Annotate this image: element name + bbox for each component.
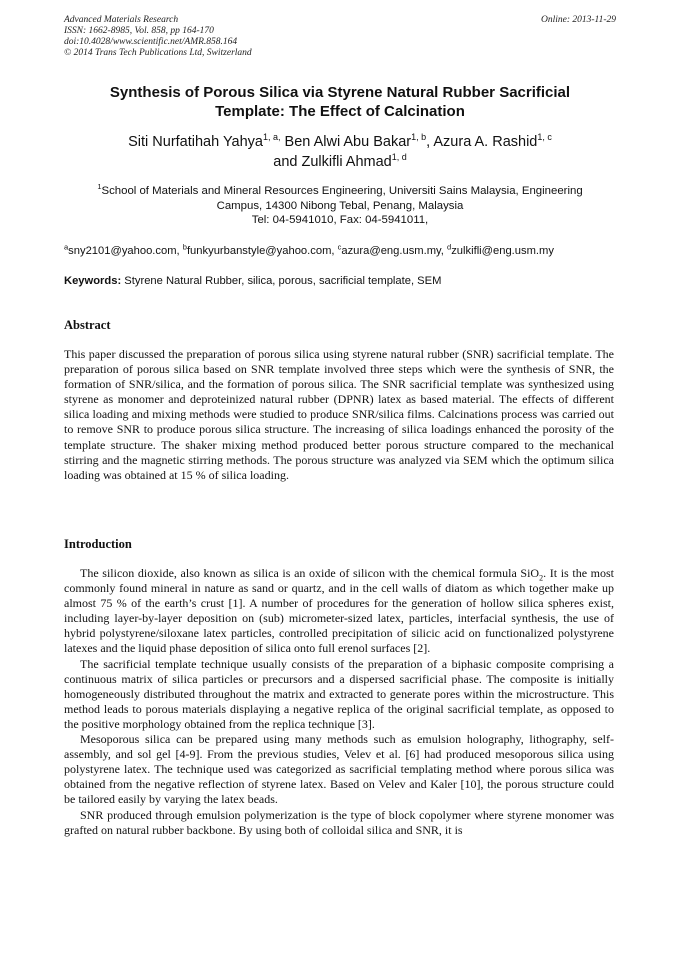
intro-p1-text-cont: . It is the most commonly found mineral in nature as sand or quartz, and in the cell walls of diatom as which together make up almost 75 % of the earth’s crust [1]. A number of procedures for the generation of hollow silica spheres exist, including layer-by-layer deposition on (sub) micrometer-sized latex, particles, interfacial synthesis, the use of hybrid polystyrene/siloxane latex particles, controlled precipitation of silicic acid on functionalized polystyrene latexes and the liquid phase deposition of silica onto full erenol surfaces [2]. <box>64 566 614 656</box>
affiliation-line-1 <box>64 184 616 199</box>
introduction-body <box>64 566 614 838</box>
email-marker: c <box>337 242 342 252</box>
intro-paragraph-2: The sacrificial template technique usually consists of the preparation of a biphasic composite comprising a continuous matrix of silica particles or precursors and a dispersed sacrificial phase. The composite is initially homogeneously distributed throughout the matrix and extracted to generate pores within the microstructure. This method leads to porous materials displaying a negative replica of the original sacrificial template, as opposed to the positive morphology obtained from the replica technique [3]. <box>64 656 614 731</box>
email-address[interactable]: zulkifli@eng.usm.my <box>451 245 554 257</box>
title-line-1: Synthesis of Porous Silica via Styrene Natural Rubber Sacrificial <box>109 84 571 101</box>
affiliation-line-2: Campus, 14300 Nibong Tebal, Penang, Malaysia <box>216 199 464 212</box>
email-marker: a <box>64 242 69 252</box>
online-date: Online: 2013-11-29 <box>540 15 616 25</box>
intro-paragraph-4: SNR produced through emulsion polymerization is the type of block copolymer where styrene monomer was grafted on natural rubber backbone. By using both of colloidal silica and SNR, it is <box>64 807 614 837</box>
affiliation <box>64 184 616 228</box>
affiliation-marker: 1 <box>97 182 102 192</box>
affiliation-contact: Tel: 04-5941010, Fax: 04-5941011, <box>251 214 429 226</box>
author-separator: , <box>426 134 434 150</box>
abstract-heading: Abstract <box>64 318 111 332</box>
author-affil-marker: 1, a, <box>263 132 281 143</box>
author-emails <box>64 244 616 258</box>
keywords-label: Keywords: <box>64 275 122 287</box>
affiliation-text: School of Materials and Mineral Resources Engineering, Universiti Sains Malaysia, Engineering <box>101 185 583 197</box>
author-affil-marker: 1, d <box>391 152 407 163</box>
author-name: Ben Alwi Abu Bakar <box>284 134 412 150</box>
abstract-body <box>64 347 614 483</box>
copyright-line: © 2014 Trans Tech Publications Ltd, Switzerland <box>64 48 252 58</box>
email-address[interactable]: funkyurbanstyle@yahoo.com, <box>186 245 338 257</box>
keywords <box>64 274 616 288</box>
email-address[interactable]: sny2101@yahoo.com, <box>68 245 183 257</box>
author-name: Siti Nurfatihah Yahya <box>128 134 263 150</box>
intro-paragraph-3: Mesoporous silica can be prepared using many methods such as emulsion holography, lithography, self-assembly, and sol gel [4-9]. From the previous studies, Velev et al. [6] had produced mesoporous silica using polystyrene latex. The technique used was categorized as sacrificial templating method where porous silica was obtained from the negative reflection of styrene latex. Based on Velev and Kaler [10], the porous structure could be tailored easily by varying the latex beads. <box>64 732 614 807</box>
author-list <box>64 132 616 172</box>
journal-name: Advanced Materials Research <box>64 15 179 25</box>
introduction-heading: Introduction <box>64 537 132 551</box>
abstract-paragraph: This paper discussed the preparation of porous silica using styrene natural rubber (SNR) sacrificial template. The preparation of porous silica based on SNR template involved three steps which were the synthesis of SNR, the formation of SNR/silica, and the formation of porous silica. The SNR sacrificial template was synthesized using styrene as monomer and deproteinized natural rubber (DPNR) latex as based material. The effects of different silica loading and mixing methods were studied to produce SNR/silica films. Calcinations process was carried out to remove SNR to produce porous silica structure. The increasing of silica loadings enhanced the porosity of the template structure. The shaker mixing method produced better porous structure compared to the mechanical stirring and the magnetic stirring methods. The porous structure was analyzed via SEM which the optimum silica loading was obtained at 15 % of silica loading. <box>64 347 614 482</box>
email-address[interactable]: azura@eng.usm.my, <box>341 245 448 257</box>
authors-line-2 <box>64 152 616 172</box>
intro-paragraph-1 <box>64 566 614 657</box>
paper-title <box>64 83 616 121</box>
title-line-2: Template: The Effect of Calcination <box>215 103 465 120</box>
author-affil-marker: 1, c <box>537 132 552 143</box>
authors-line-1 <box>64 132 616 152</box>
author-name: and Zulkifli Ahmad <box>273 154 392 170</box>
chem-subscript: 2 <box>539 573 544 583</box>
doi-line: doi:10.4028/www.scientific.net/AMR.858.164 <box>64 37 238 47</box>
email-marker: d <box>447 242 452 252</box>
journal-meta <box>64 15 616 59</box>
keywords-text: Styrene Natural Rubber, silica, porous, sacrificial template, SEM <box>121 275 442 287</box>
author-affil-marker: 1, b <box>411 132 427 143</box>
author-name: Azura A. Rashid <box>433 134 538 150</box>
email-marker: b <box>182 242 187 252</box>
intro-p1-text: The silicon dioxide, also known as silica is an oxide of silicon with the chemical formula SiO <box>80 566 540 580</box>
issn-line: ISSN: 1662-8985, Vol. 858, pp 164-170 <box>64 26 214 36</box>
